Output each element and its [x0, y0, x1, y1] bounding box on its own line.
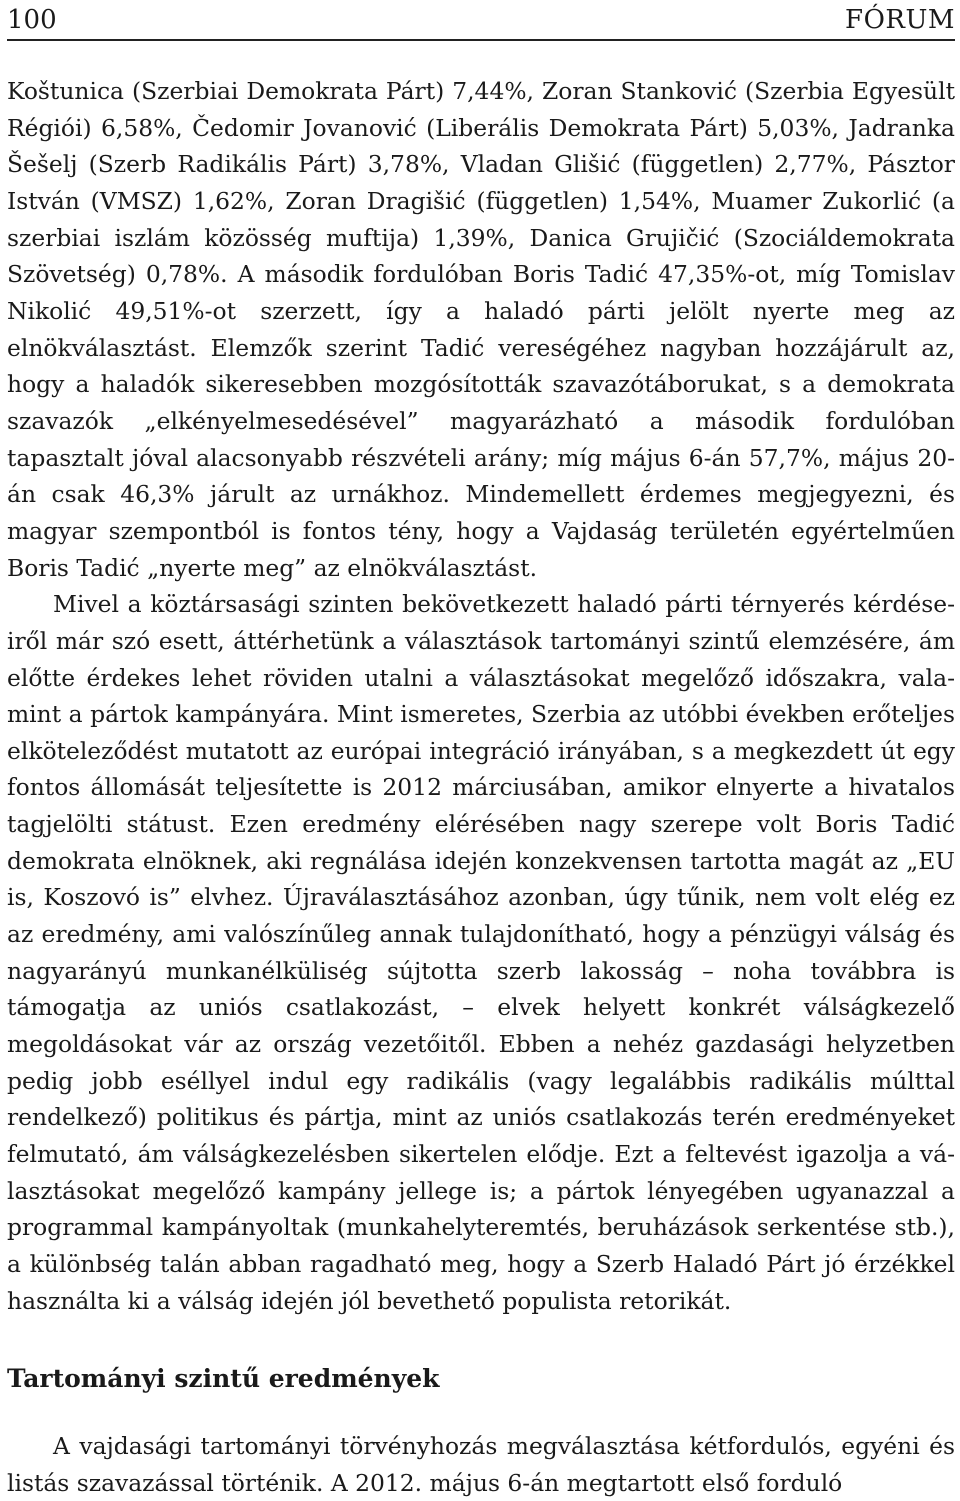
section-heading: Tartományi szintű eredmények	[7, 1364, 440, 1393]
article-body	[7, 73, 955, 1319]
book-page	[7, 0, 955, 1496]
paragraph: Mivel a köztársasági szinten bekövetkezett haladó párti térnyerés kérdéseiről már szó esett, áttérhetünk a választások tartományi szintű elemzésére, ám előtte érdekes lehet röviden utalni a választásokat megelőző időszakra, valamint a pártok kampányára. Mint ismeretes, Szerbia az utóbbi években erőteljes elköteleződést mutatott az európai integráció irányában, s a megkezdett út egy fontos állomását teljesítette is 2012 márciusában, amikor elnyerte a hivatalos tagjelölti státust. Ezen eredmény elérésében nagy szerepe volt Boris Tadić demokrata elnöknek, aki regnálása idején konzekvensen tartotta magát az „EU is, Koszovó is” elvhez. Újraválasztásához azonban, úgy tűnik, nem volt elég ez az eredmény, ami valószínűleg annak tulajdonítható, hogy a pénzügyi válság és nagyarányú munkanélküliség sújtotta szerb lakosság – noha továbbra is támogatja az uniós csatlakozást, – elvek helyett konkrét válságkezelő megoldásokat vár az ország vezetőitől. Ebben a nehéz gazdasági helyzetben pedig jobb eséllyel indul egy radikális (vagy legalábbis radikális múlttal rendelkező) politikus és pártja, mint az uniós csatlakozás terén eredményeket felmutató, ám válságkezelésben sikertelen elődje. Ezt a feltevést igazolja a választásokat megelőző kampány jellege is; a pártok lényegében ugyanazzal a programmal kampányoltak (munkahelyteremtés, beruházások serkentése stb.), a különbség talán abban ragadható meg, hogy a Szerb Haladó Párt jó érzékkel használta ki a válság idején jól bevethető populista retorikát.	[7, 590, 955, 1315]
header-rule	[7, 39, 955, 41]
journal-name: FÓRUM	[845, 5, 955, 35]
section-paragraph: A vajdasági tartományi törvényhozás megválasztása kétfordulós, egyéni és listás szavazással történik. A 2012. május 6-án megtartott első forduló	[7, 1432, 955, 1497]
paragraph-continued: Koštunica (Szerbiai Demokrata Párt) 7,44%, Zoran Stanković (Szerbia Egyesült Régiói) 6,58%, Čedomir Jovanović (Liberális Demokrata Párt) 5,03%, Jadranka Šešelj (Szerb Radikális Párt) 3,78%, Vladan Glišić (független) 2,77%, Pásztor István (VMSZ) 1,62%, Zoran Dragišić (független) 1,54%, Muamer Zukorlić (a szerbiai iszlám közösség muftija) 1,39%, Danica Grujičić (Szociáldemokrata Szövetség) 0,78%. A második fordulóban Boris Tadić 47,35%-ot, míg Tomislav Nikolić 49,51%-ot szerzett, így a haladó párti jelölt nyerte meg az elnökválasztást. Elemzők szerint Tadić vereségéhez nagyban hozzájárult az, hogy a haladók sikeresebben mozgósították szavazótáborukat, s a demokrata szavazók „elkényelmesedésével” magyarázható a második fordulóban tapasztalt jóval alacsonyabb részvételi arány; míg május 6-án 57,7%, május 20-án csak 46,3% járult az urnákhoz. Mindemellett érdemes megjegyezni, és magyar szempontból is fontos tény, hogy a Vajdaság területén egyértelműen Boris Tadić „nyerte meg” az elnökválasztást.	[7, 77, 955, 582]
page-number: 100	[7, 5, 57, 35]
running-header	[7, 2, 955, 38]
